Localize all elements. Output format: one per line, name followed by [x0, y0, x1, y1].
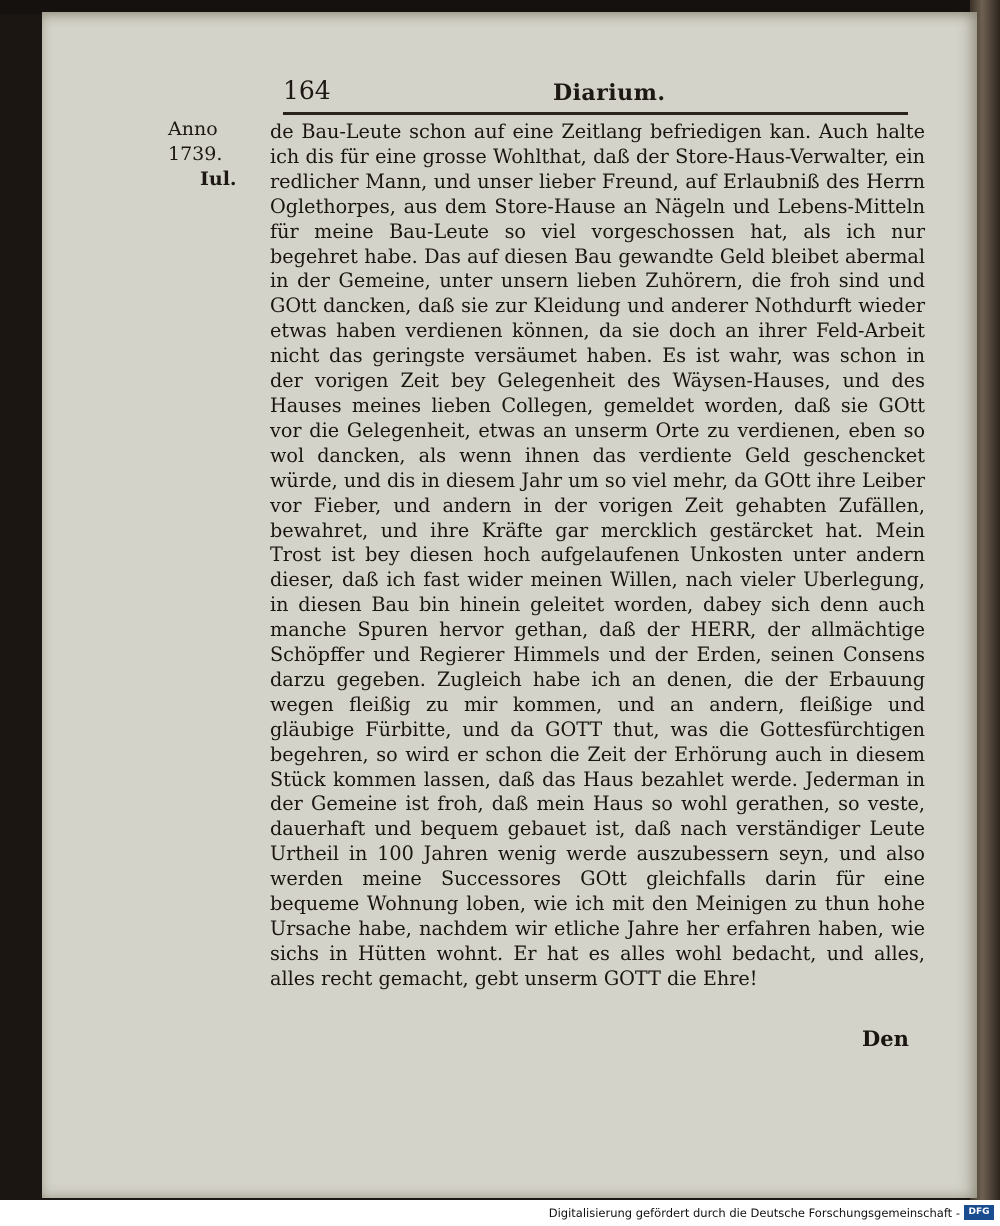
- catchword: Den: [862, 1026, 909, 1051]
- dfg-logo-icon: DFG: [964, 1205, 994, 1220]
- page-number: 164: [283, 76, 331, 105]
- footer-credit: Digitalisierung gefördert durch die Deutsche Forschungsgemeinschaft -: [548, 1206, 960, 1220]
- footer: [0, 1200, 1000, 1226]
- margin-note: [168, 117, 278, 192]
- header-rule: [283, 112, 908, 115]
- running-head: Diarium.: [553, 80, 666, 106]
- body-text: de Bau-Leute schon auf eine Zeitlang befriedigen kan. Auch halte ich dis für eine grosse Wohlthat, daß der Store-Haus-Verwalter, ein redlicher Mann, und unser lieber Freund, auf Erlaubniß des Herrn Oglethorpes, aus dem Store-Hause an Nägeln und Lebens-Mitteln für meine Bau-Leute so viel vorgeschossen hat, als ich nur begehret habe. Das auf diesen Bau gewandte Geld bleibet abermal in der Gemeine, unter unsern lieben Zuhörern, die froh sind und GOtt dancken, daß sie zur Kleidung und anderer Nothdurft wieder etwas haben verdienen können, da sie doch an ihrer Feld-Arbeit nicht das geringste versäumet haben. Es ist wahr, was schon in der vorigen Zeit bey Gelegenheit des Wäysen-Hauses, und des Hauses meines lieben Collegen, gemeldet worden, daß sie GOtt vor die Gelegenheit, etwas an unserm Orte zu verdienen, eben so wol dancken, als wenn ihnen das verdiente Geld geschencket würde, und dis in diesem Jahr um so viel mehr, da GOtt ihre Leiber vor Fieber, und andern in der vorigen Zeit gehabten Zufällen, bewahret, und ihre Kräfte gar mercklich gestärcket hat. Mein Trost ist bey diesen hoch aufgelaufenen Unkosten unter andern dieser, daß ich fast wider meinen Willen, nach vieler Uberlegung, in diesen Bau bin hinein geleitet worden, dabey sich denn auch manche Spuren hervor gethan, daß der HERR, der allmächtige Schöpffer und Regierer Himmels und der Erden, seinen Consens darzu gegeben. Zugleich habe ich an denen, die der Erbauung wegen fleißig zu mir kommen, und an andern, fleißige und gläubige Fürbitte, und da GOTT thut, was die Gottesfürchtigen begehren, so wird er schon die Zeit der Erhörung auch in diesem Stück kommen lassen, daß das Haus bezahlet werde. Jederman in der Gemeine ist froh, daß mein Haus so wohl gerathen, so veste, dauerhaft und bequem gebauet ist, daß nach verständiger Leute Urtheil in 100 Jahren wenig werde auszubessern seyn, und also werden meine Successores GOtt gleichfalls darin für eine bequeme Wohnung loben, wie ich mit den Meinigen zu thun hohe Ursache habe, nachdem wir etliche Jahre her erfahren haben, wie sichs in Hütten wohnt. Er hat es alles wohl bedacht, und alles, alles recht gemacht, gebt unserm GOTT die Ehre!: [270, 120, 925, 990]
- page-header: [283, 74, 908, 114]
- margin-month: Iul.: [200, 168, 237, 190]
- margin-year: Anno 1739.: [168, 118, 223, 165]
